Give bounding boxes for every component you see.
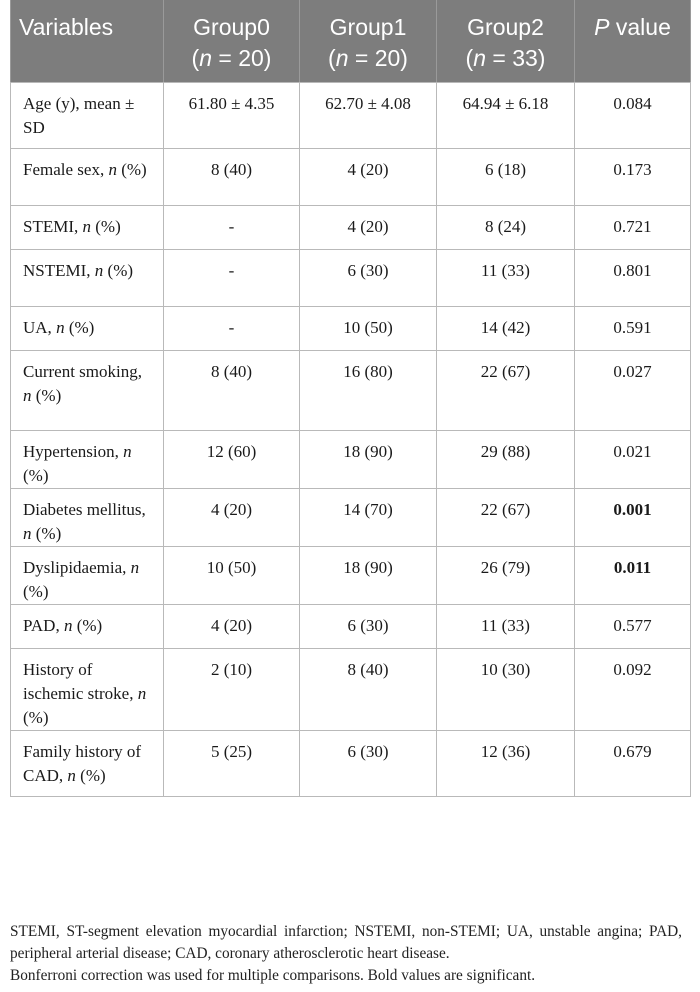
cell-group0: 5 (25)	[164, 730, 300, 796]
cell-group0: 4 (20)	[164, 604, 300, 648]
cell-group1: 4 (20)	[300, 148, 437, 205]
footnote-note: Bonferroni correction was used for multiple comparisons. Bold values are significant.	[10, 967, 536, 984]
table-row	[11, 350, 691, 430]
row-label: Family history of CAD, n (%)	[11, 730, 164, 796]
cell-group0: 61.80 ± 4.35	[164, 82, 300, 148]
header-group0-n: (n = 20)	[191, 45, 272, 71]
cell-group2: 26 (79)	[437, 546, 575, 604]
header-group1-n: (n = 20)	[328, 45, 408, 71]
cell-group2: 14 (42)	[437, 306, 575, 350]
cell-group1: 8 (40)	[300, 648, 437, 730]
table-row	[11, 148, 691, 205]
cell-group0: 2 (10)	[164, 648, 300, 730]
table-row	[11, 604, 691, 648]
cell-group1: 18 (90)	[300, 546, 437, 604]
table-footnote	[10, 921, 682, 987]
cell-p-value: 0.092	[575, 648, 691, 730]
table-container	[10, 0, 690, 797]
cell-group2: 64.94 ± 6.18	[437, 82, 575, 148]
cell-p-value: 0.021	[575, 430, 691, 488]
table-row	[11, 546, 691, 604]
table-header	[11, 0, 691, 82]
cell-group0: -	[164, 205, 300, 249]
table-row	[11, 730, 691, 796]
table-row	[11, 306, 691, 350]
cell-group2: 10 (30)	[437, 648, 575, 730]
row-label: Age (y), mean ± SD	[11, 82, 164, 148]
cell-group1: 18 (90)	[300, 430, 437, 488]
cell-group2: 11 (33)	[437, 249, 575, 306]
cell-p-value: 0.591	[575, 306, 691, 350]
cell-p-value: 0.721	[575, 205, 691, 249]
table-row	[11, 249, 691, 306]
footnote-abbreviations: STEMI, ST-segment elevation myocardial infarction; NSTEMI, non-STEMI; UA, unstable angina; PAD, peripheral arterial disease; CAD, coronary atherosclerotic heart disease.	[10, 923, 682, 962]
header-row	[11, 0, 691, 82]
table-row	[11, 488, 691, 546]
header-group0: Group0 (n = 20)	[164, 0, 300, 82]
row-label: History of ischemic stroke, n (%)	[11, 648, 164, 730]
header-group1: Group1 (n = 20)	[300, 0, 437, 82]
header-variables: Variables	[11, 0, 164, 82]
cell-group1: 6 (30)	[300, 730, 437, 796]
cell-group1: 62.70 ± 4.08	[300, 82, 437, 148]
cell-p-value: 0.001	[575, 488, 691, 546]
cell-group0: -	[164, 249, 300, 306]
row-label: Diabetes mellitus, n (%)	[11, 488, 164, 546]
data-table	[10, 0, 691, 797]
cell-group2: 11 (33)	[437, 604, 575, 648]
cell-group2: 8 (24)	[437, 205, 575, 249]
header-group2-n: (n = 33)	[465, 45, 546, 71]
row-label: STEMI, n (%)	[11, 205, 164, 249]
cell-group2: 29 (88)	[437, 430, 575, 488]
cell-p-value: 0.801	[575, 249, 691, 306]
cell-group1: 14 (70)	[300, 488, 437, 546]
row-label: NSTEMI, n (%)	[11, 249, 164, 306]
cell-group0: 10 (50)	[164, 546, 300, 604]
cell-group1: 16 (80)	[300, 350, 437, 430]
cell-group2: 22 (67)	[437, 350, 575, 430]
row-label: Female sex, n (%)	[11, 148, 164, 205]
cell-p-value: 0.577	[575, 604, 691, 648]
table-row	[11, 205, 691, 249]
cell-p-value: 0.679	[575, 730, 691, 796]
cell-p-value: 0.011	[575, 546, 691, 604]
cell-group1: 10 (50)	[300, 306, 437, 350]
row-label: Current smoking, n (%)	[11, 350, 164, 430]
cell-p-value: 0.173	[575, 148, 691, 205]
cell-group2: 22 (67)	[437, 488, 575, 546]
row-label: Hypertension, n (%)	[11, 430, 164, 488]
cell-group0: 12 (60)	[164, 430, 300, 488]
header-p-value: P value	[575, 0, 691, 82]
table-body	[11, 82, 691, 796]
row-label: PAD, n (%)	[11, 604, 164, 648]
row-label: UA, n (%)	[11, 306, 164, 350]
cell-group1: 6 (30)	[300, 249, 437, 306]
table-row	[11, 82, 691, 148]
table-row	[11, 430, 691, 488]
cell-group0: 4 (20)	[164, 488, 300, 546]
cell-p-value: 0.027	[575, 350, 691, 430]
cell-group2: 12 (36)	[437, 730, 575, 796]
cell-group0: 8 (40)	[164, 350, 300, 430]
cell-group2: 6 (18)	[437, 148, 575, 205]
cell-group0: 8 (40)	[164, 148, 300, 205]
table-row	[11, 648, 691, 730]
cell-group1: 4 (20)	[300, 205, 437, 249]
cell-group1: 6 (30)	[300, 604, 437, 648]
row-label: Dyslipidaemia, n (%)	[11, 546, 164, 604]
header-group2: Group2 (n = 33)	[437, 0, 575, 82]
cell-group0: -	[164, 306, 300, 350]
cell-p-value: 0.084	[575, 82, 691, 148]
